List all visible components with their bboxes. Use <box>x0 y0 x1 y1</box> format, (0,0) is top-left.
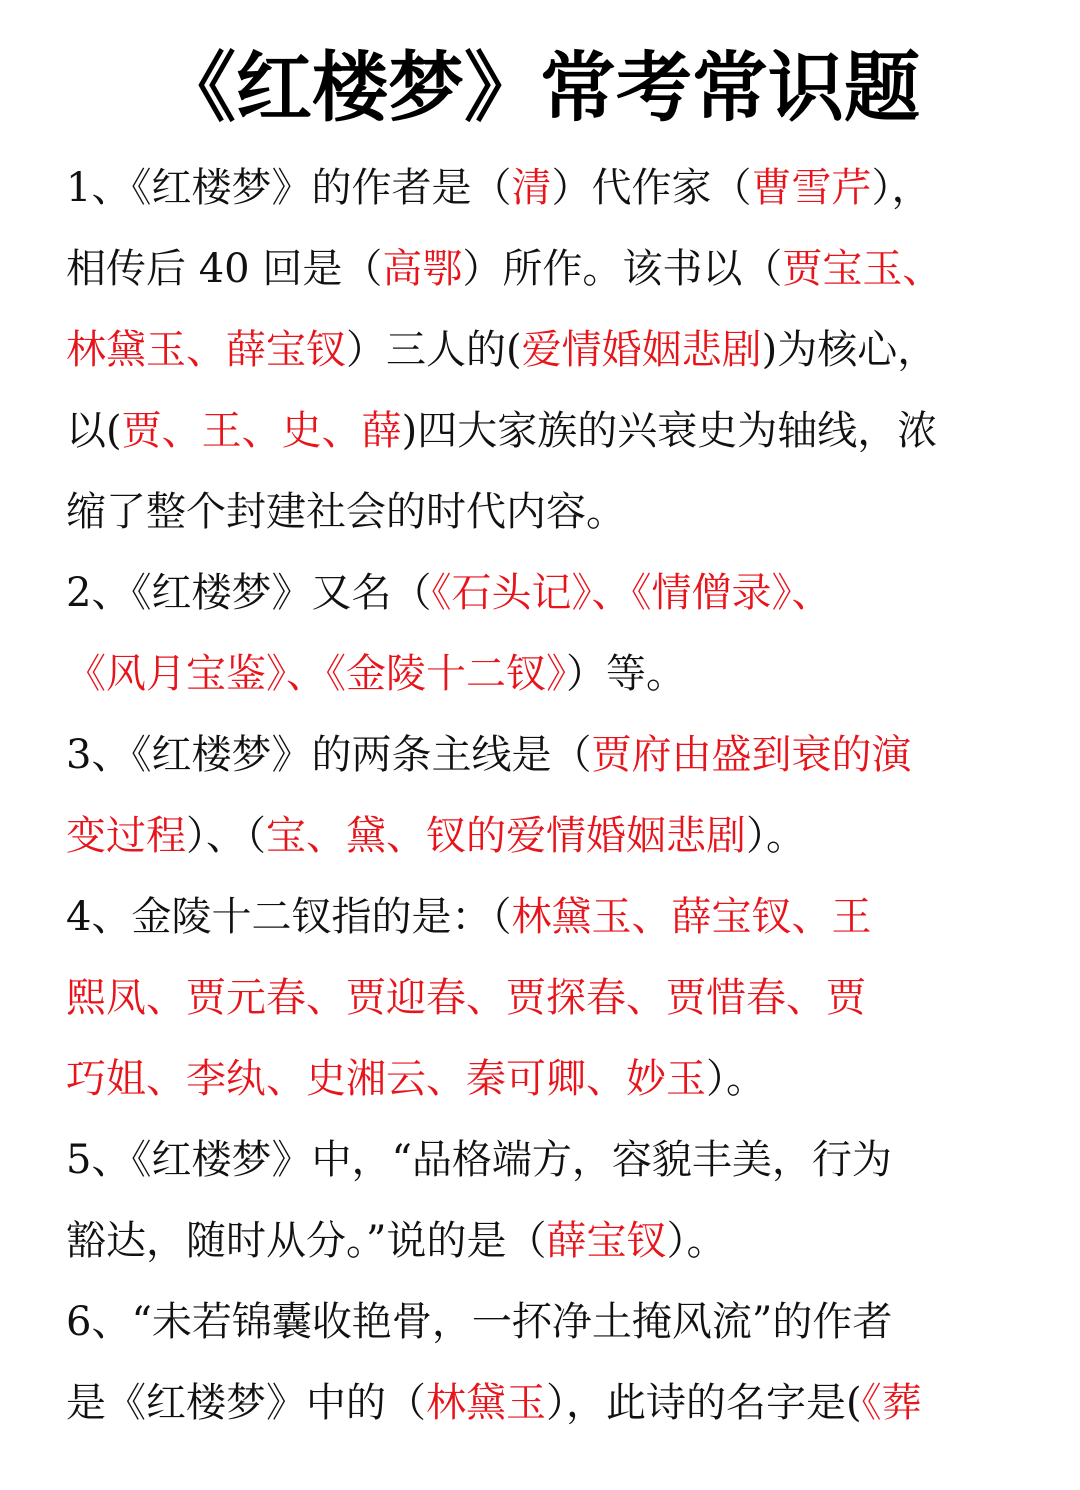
text-line <box>66 1282 1016 1363</box>
answer-text: 《风月宝鉴》、《金陵十二钗》 <box>66 651 566 697</box>
text-line <box>66 391 1016 472</box>
text-line <box>66 1039 1016 1120</box>
question-text: 5、《红楼梦》中，“品格端方，容貌丰美，行为 <box>66 1137 892 1183</box>
text-line <box>66 715 1016 796</box>
question-text: 4、金陵十二钗指的是：（ <box>66 894 512 940</box>
answer-text: 林黛玉 <box>426 1380 546 1426</box>
answer-text: 薛宝钗 <box>546 1218 667 1264</box>
answer-text: 《石头记》、《情僧录》、 <box>431 570 832 616</box>
answer-text: 《葬 <box>861 1380 922 1426</box>
page-title: 《红楼梦》常考常识题 <box>160 43 920 132</box>
answer-text: 宝、黛、钗的爱情婚姻悲剧 <box>266 813 746 859</box>
answer-text: 高鄂 <box>382 246 463 292</box>
question-text: ）、（ <box>186 813 266 859</box>
answer-text: 贾宝玉、 <box>782 246 943 292</box>
text-line <box>66 1363 1016 1444</box>
question-text: ）代作家（ <box>551 165 752 211</box>
question-text: ）， <box>871 165 932 211</box>
answer-text: 贾、王、史、薛 <box>121 408 402 454</box>
question-text: ）三人的( <box>346 327 522 373</box>
answer-text: 林黛玉、薛宝钗 <box>66 327 346 373</box>
text-line <box>66 1201 1016 1282</box>
answer-text: 清 <box>511 165 552 211</box>
question-text: 相传后 40 回是（ <box>66 246 383 292</box>
text-line <box>66 148 1016 229</box>
question-text: 缩了整个封建社会的时代内容。 <box>66 489 626 535</box>
question-text: 以( <box>66 408 122 454</box>
text-line <box>66 553 1016 634</box>
question-text: ）。 <box>746 813 806 859</box>
question-text: 是《红楼梦》中的（ <box>66 1380 426 1426</box>
question-text: 3、《红楼梦》的两条主线是（ <box>66 732 592 778</box>
question-text: ），此诗的名字是( <box>546 1380 862 1426</box>
question-text: 6、“未若锦囊收艳骨，一抔净土掩风流”的作者 <box>66 1299 893 1345</box>
text-line <box>66 472 1016 553</box>
answer-text: 爱情婚姻悲剧 <box>521 327 762 373</box>
text-line <box>66 310 1016 391</box>
text-line <box>66 634 1016 715</box>
answer-text: 贾府由盛到衰的演 <box>591 732 912 778</box>
answer-text: 变过程 <box>66 813 186 859</box>
answer-text: 林黛玉、薛宝钗、王 <box>511 894 872 940</box>
question-text: ）所作。该书以（ <box>462 246 783 292</box>
text-line <box>66 1120 1016 1201</box>
question-text: ）。 <box>666 1218 727 1264</box>
answer-text: 巧姐、李纨、史湘云、秦可卿、妙玉 <box>66 1056 706 1102</box>
question-text: ）。 <box>706 1056 766 1102</box>
answer-text: 熙凤、贾元春、贾迎春、贾探春、贾惜春、贾 <box>66 975 866 1021</box>
text-line <box>66 796 1016 877</box>
question-text: 豁达，随时从分。”说的是（ <box>66 1218 547 1264</box>
question-list <box>66 148 1016 1444</box>
question-text: )为核心， <box>761 327 938 373</box>
question-text: 1、《红楼梦》的作者是（ <box>66 165 512 211</box>
question-text: 2、《红楼梦》又名（ <box>66 570 432 616</box>
answer-text: 曹雪芹 <box>751 165 872 211</box>
text-line <box>66 877 1016 958</box>
question-text: )四大家族的兴衰史为轴线，浓 <box>401 408 938 454</box>
text-line <box>66 229 1016 310</box>
question-text: ）等。 <box>566 651 686 697</box>
text-line <box>66 958 1016 1039</box>
